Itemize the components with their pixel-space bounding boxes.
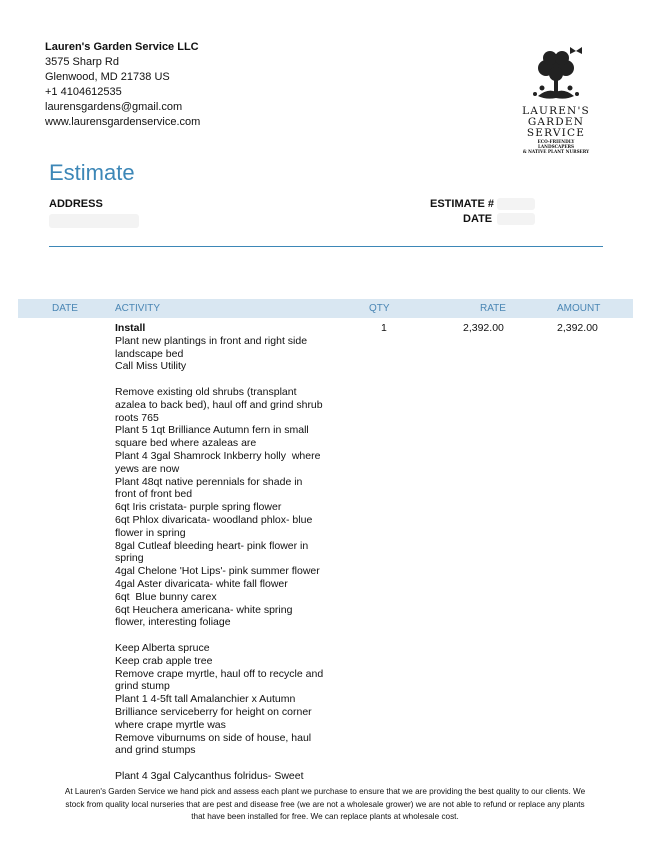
activity-description-line: 6qt Phlox divaricata- woodland phlox- blue <box>115 513 313 526</box>
activity-description-line: Remove viburnums on side of house, haul <box>115 731 312 744</box>
activity-description-line: and grind stumps <box>115 744 196 757</box>
activity-description-line: Plant 4 3gal Calycanthus folridus- Sweet <box>115 769 304 782</box>
column-qty: QTY <box>369 303 390 314</box>
activity-description-line: landscape bed <box>115 347 184 360</box>
activity-description-line: Remove crape myrtle, haul off to recycle and <box>115 667 324 680</box>
activity-description-line: Plant 1 4-5ft tall Amalanchier x Autumn <box>115 693 296 706</box>
company-name: Lauren's Garden Service LLC <box>45 41 199 53</box>
activity-description-line: 8gal Cutleaf bleeding heart- pink flower in <box>115 539 309 552</box>
company-phone: +1 4104612535 <box>45 86 122 98</box>
logo-tagline1: ECO-FRIENDLY LANDSCAPERS <box>537 139 575 149</box>
redacted-address <box>49 214 139 228</box>
company-email: laurensgardens@gmail.com <box>45 101 183 113</box>
activity-description-line: yews are now <box>115 462 180 475</box>
document-title: Estimate <box>49 160 135 185</box>
column-date: DATE <box>52 303 78 314</box>
footer-line1: At Lauren's Garden Service we hand pick and assess each plant we purchase to ensure that we are providing the best quality to our clients. We <box>64 787 586 796</box>
address-label: ADDRESS <box>49 198 103 210</box>
activity-description-line: Call Miss Utility <box>115 360 187 373</box>
company-info <box>45 40 200 130</box>
activity-description-line: square bed where azaleas are <box>115 437 257 450</box>
tree-butterfly-icon <box>520 44 592 106</box>
redacted-estimate-number <box>497 198 535 210</box>
activity-description-line: flower in spring <box>115 526 186 539</box>
company-address-line1: 3575 Sharp Rd <box>45 56 119 68</box>
footer-line3: that have been installed for free. We can replace plants at wholesale cost. <box>191 812 459 821</box>
column-amount: AMOUNT <box>557 303 601 314</box>
activity-description-line: Remove existing old shrubs (transplant <box>115 385 297 398</box>
activity-title: Install <box>115 322 146 334</box>
footer-line2: stock from quality local nurseries that are pest and disease free (we are not a wholesale grower) we are not able to refund or replace any plants <box>65 799 585 809</box>
activity-description-line: Plant 5 1qt Brilliance Autumn fern in small <box>115 424 309 437</box>
footer-disclaimer <box>40 786 610 824</box>
logo-tagline2: & NATIVE PLANT NURSERY <box>522 149 590 154</box>
row-qty: 1 <box>381 322 387 334</box>
activity-description-line: grind stump <box>115 680 170 693</box>
logo-line1: LAUREN'S <box>522 105 590 117</box>
activity-description-line: spring <box>115 552 144 565</box>
activity-description-line: where crape myrtle was <box>115 718 226 731</box>
activity-description-line <box>115 757 345 770</box>
column-activity: ACTIVITY <box>115 303 161 314</box>
company-address-line2: Glenwood, MD 21738 US <box>45 71 170 83</box>
activity-description-line: flower, interesting foliage <box>115 616 231 629</box>
activity-description <box>115 335 345 783</box>
activity-description-line: 4gal Chelone 'Hot Lips'- pink summer flower <box>115 565 320 578</box>
activity-description-line: Plant new plantings in front and right side <box>115 334 308 347</box>
table-row-activity <box>115 322 345 783</box>
column-rate: RATE <box>480 303 506 314</box>
activity-description-line: Keep Alberta spruce <box>115 641 210 654</box>
logo-line3: SERVICE <box>526 127 586 139</box>
activity-description-line: Plant 4 3gal Shamrock Inkberry holly where <box>115 449 321 462</box>
activity-description-line: Brilliance serviceberry for height on corner <box>115 705 312 718</box>
activity-description-line: 6qt Iris cristata- purple spring flower <box>115 501 282 514</box>
activity-description-line: 6qt Blue bunny carex <box>115 590 217 603</box>
logo-text <box>520 106 592 154</box>
company-logo <box>520 44 592 164</box>
logo-line2: GARDEN <box>527 116 585 128</box>
activity-description-line: azalea to back bed), haul off and grind shrub <box>115 398 323 411</box>
estimate-number-label: ESTIMATE # <box>430 198 494 210</box>
activity-description-line: roots 765 <box>115 411 159 424</box>
activity-description-line <box>115 629 345 642</box>
activity-description-line: 4gal Aster divaricata- white fall flower <box>115 577 288 590</box>
activity-description-line <box>115 373 345 386</box>
row-rate: 2,392.00 <box>463 322 504 334</box>
company-website: www.laurensgardenservice.com <box>45 116 201 128</box>
activity-description-line: front of front bed <box>115 488 193 501</box>
row-amount: 2,392.00 <box>557 322 598 334</box>
date-label: DATE <box>463 213 493 225</box>
activity-description-line: Plant 48qt native perennials for shade in <box>115 475 303 488</box>
header-divider <box>49 246 603 247</box>
table-header <box>18 299 633 318</box>
redacted-date <box>497 213 535 225</box>
activity-description-line: Keep crab apple tree <box>115 654 213 667</box>
activity-description-line: 6qt Heuchera americana- white spring <box>115 603 293 616</box>
